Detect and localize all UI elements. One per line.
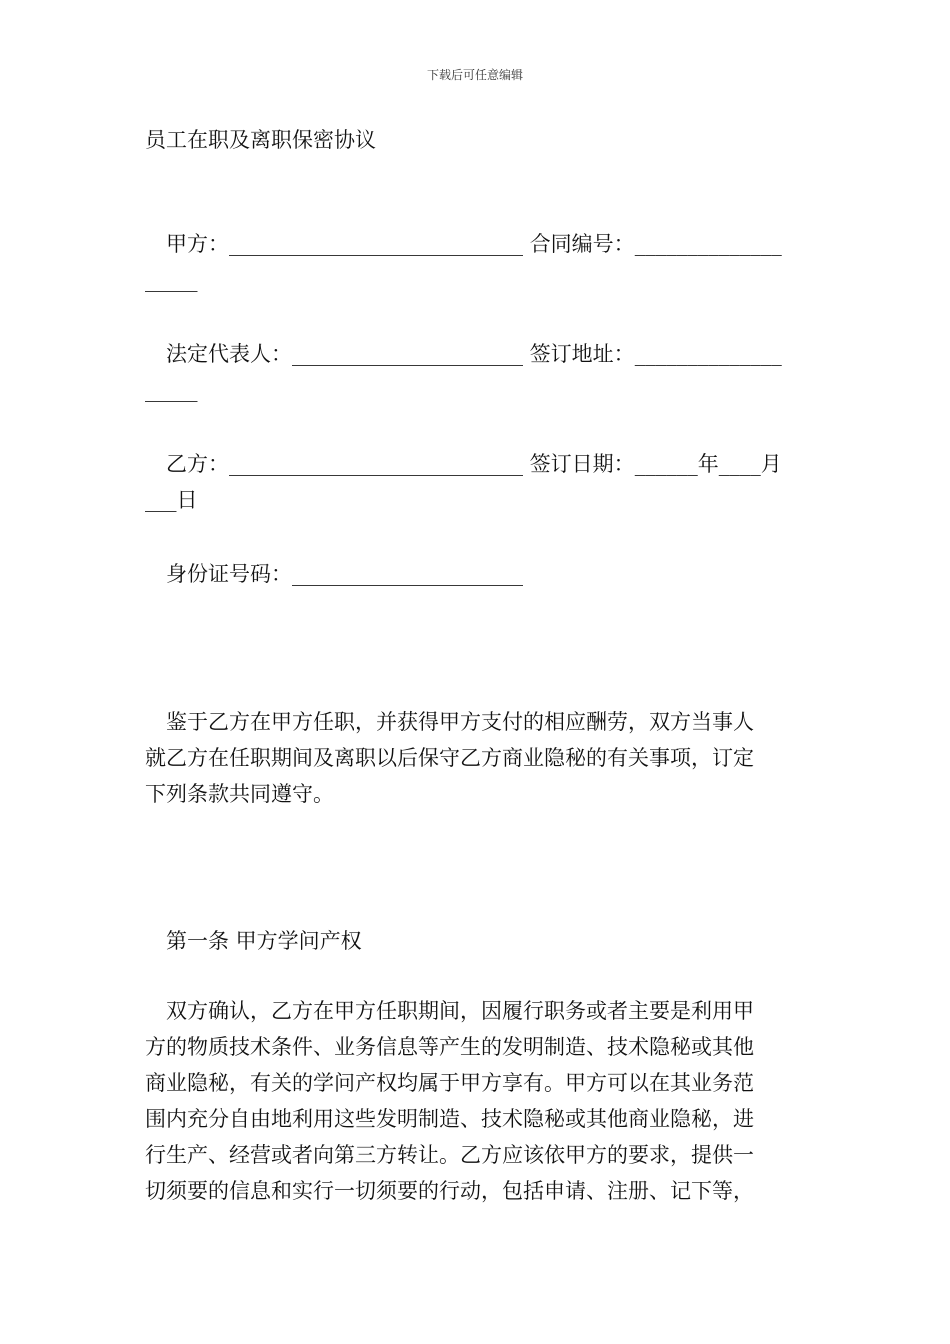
sign-date-continuation <box>145 482 810 518</box>
id-row <box>145 556 831 592</box>
day-blank: ___ <box>145 488 177 512</box>
sign-date-label: 签订日期： <box>529 452 635 476</box>
party-a-blank: ____________________________ <box>229 232 523 256</box>
article-1-heading: 第一条 甲方学问产权 <box>166 929 362 953</box>
party-b-row <box>145 446 831 482</box>
year-label: 年 <box>697 452 719 476</box>
preamble-line: 鉴于乙方在甲方任职，并获得甲方支付的相应酬劳，双方当事人 <box>166 710 754 734</box>
article-1-line: 围内充分自由地利用这些发明制造、技术隐秘或其他商业隐秘，进 <box>145 1107 754 1131</box>
sign-address-blank-cont: _____ <box>145 378 198 402</box>
article-1-line: 切须要的信息和实行一切须要的行动，包括申请、注册、记下等， <box>145 1179 754 1203</box>
party-a-label: 甲方： <box>166 232 229 256</box>
legal-rep-blank: ______________________ <box>292 342 523 366</box>
article-1-line: 商业隐秘，有关的学问产权均属于甲方享有。甲方可以在其业务范 <box>145 1071 754 1095</box>
preamble-line: 下列条款共同遵守。 <box>145 782 334 806</box>
sign-address-continuation <box>145 372 810 408</box>
article-1-line: 行生产、经营或者向第三方转让。乙方应该依甲方的要求，提供一 <box>145 1143 754 1167</box>
day-label: 日 <box>176 488 198 512</box>
id-blank: ______________________ <box>292 562 523 586</box>
contract-no-blank-cont: _____ <box>145 268 198 292</box>
preamble-line: 就乙方在任职期间及离职以后保守乙方商业隐秘的有关事项，订定 <box>145 746 754 770</box>
party-a-row <box>145 226 831 262</box>
contract-no-continuation <box>145 262 810 298</box>
document-title: 员工在职及离职保密协议 <box>145 128 376 152</box>
year-blank: ______ <box>634 452 698 476</box>
month-blank: ____ <box>718 452 761 476</box>
id-label: 身份证号码： <box>166 562 292 586</box>
legal-rep-row <box>145 336 831 372</box>
contract-no-label: 合同编号： <box>529 232 635 256</box>
header-note: 下载后可任意编辑 <box>426 68 523 82</box>
article-1-line: 双方确认，乙方在甲方任职期间，因履行职务或者主要是利用甲 <box>166 999 754 1023</box>
party-b-label: 乙方： <box>166 452 229 476</box>
sign-address-label: 签订地址： <box>529 342 635 366</box>
article-1-line: 方的物质技术条件、业务信息等产生的发明制造、技术隐秘或其他 <box>145 1035 754 1059</box>
month-label: 月 <box>760 452 782 476</box>
contract-no-blank: ______________ <box>634 232 782 256</box>
party-b-blank: ____________________________ <box>229 452 523 476</box>
sign-address-blank: ______________ <box>634 342 782 366</box>
legal-rep-label: 法定代表人： <box>166 342 292 366</box>
